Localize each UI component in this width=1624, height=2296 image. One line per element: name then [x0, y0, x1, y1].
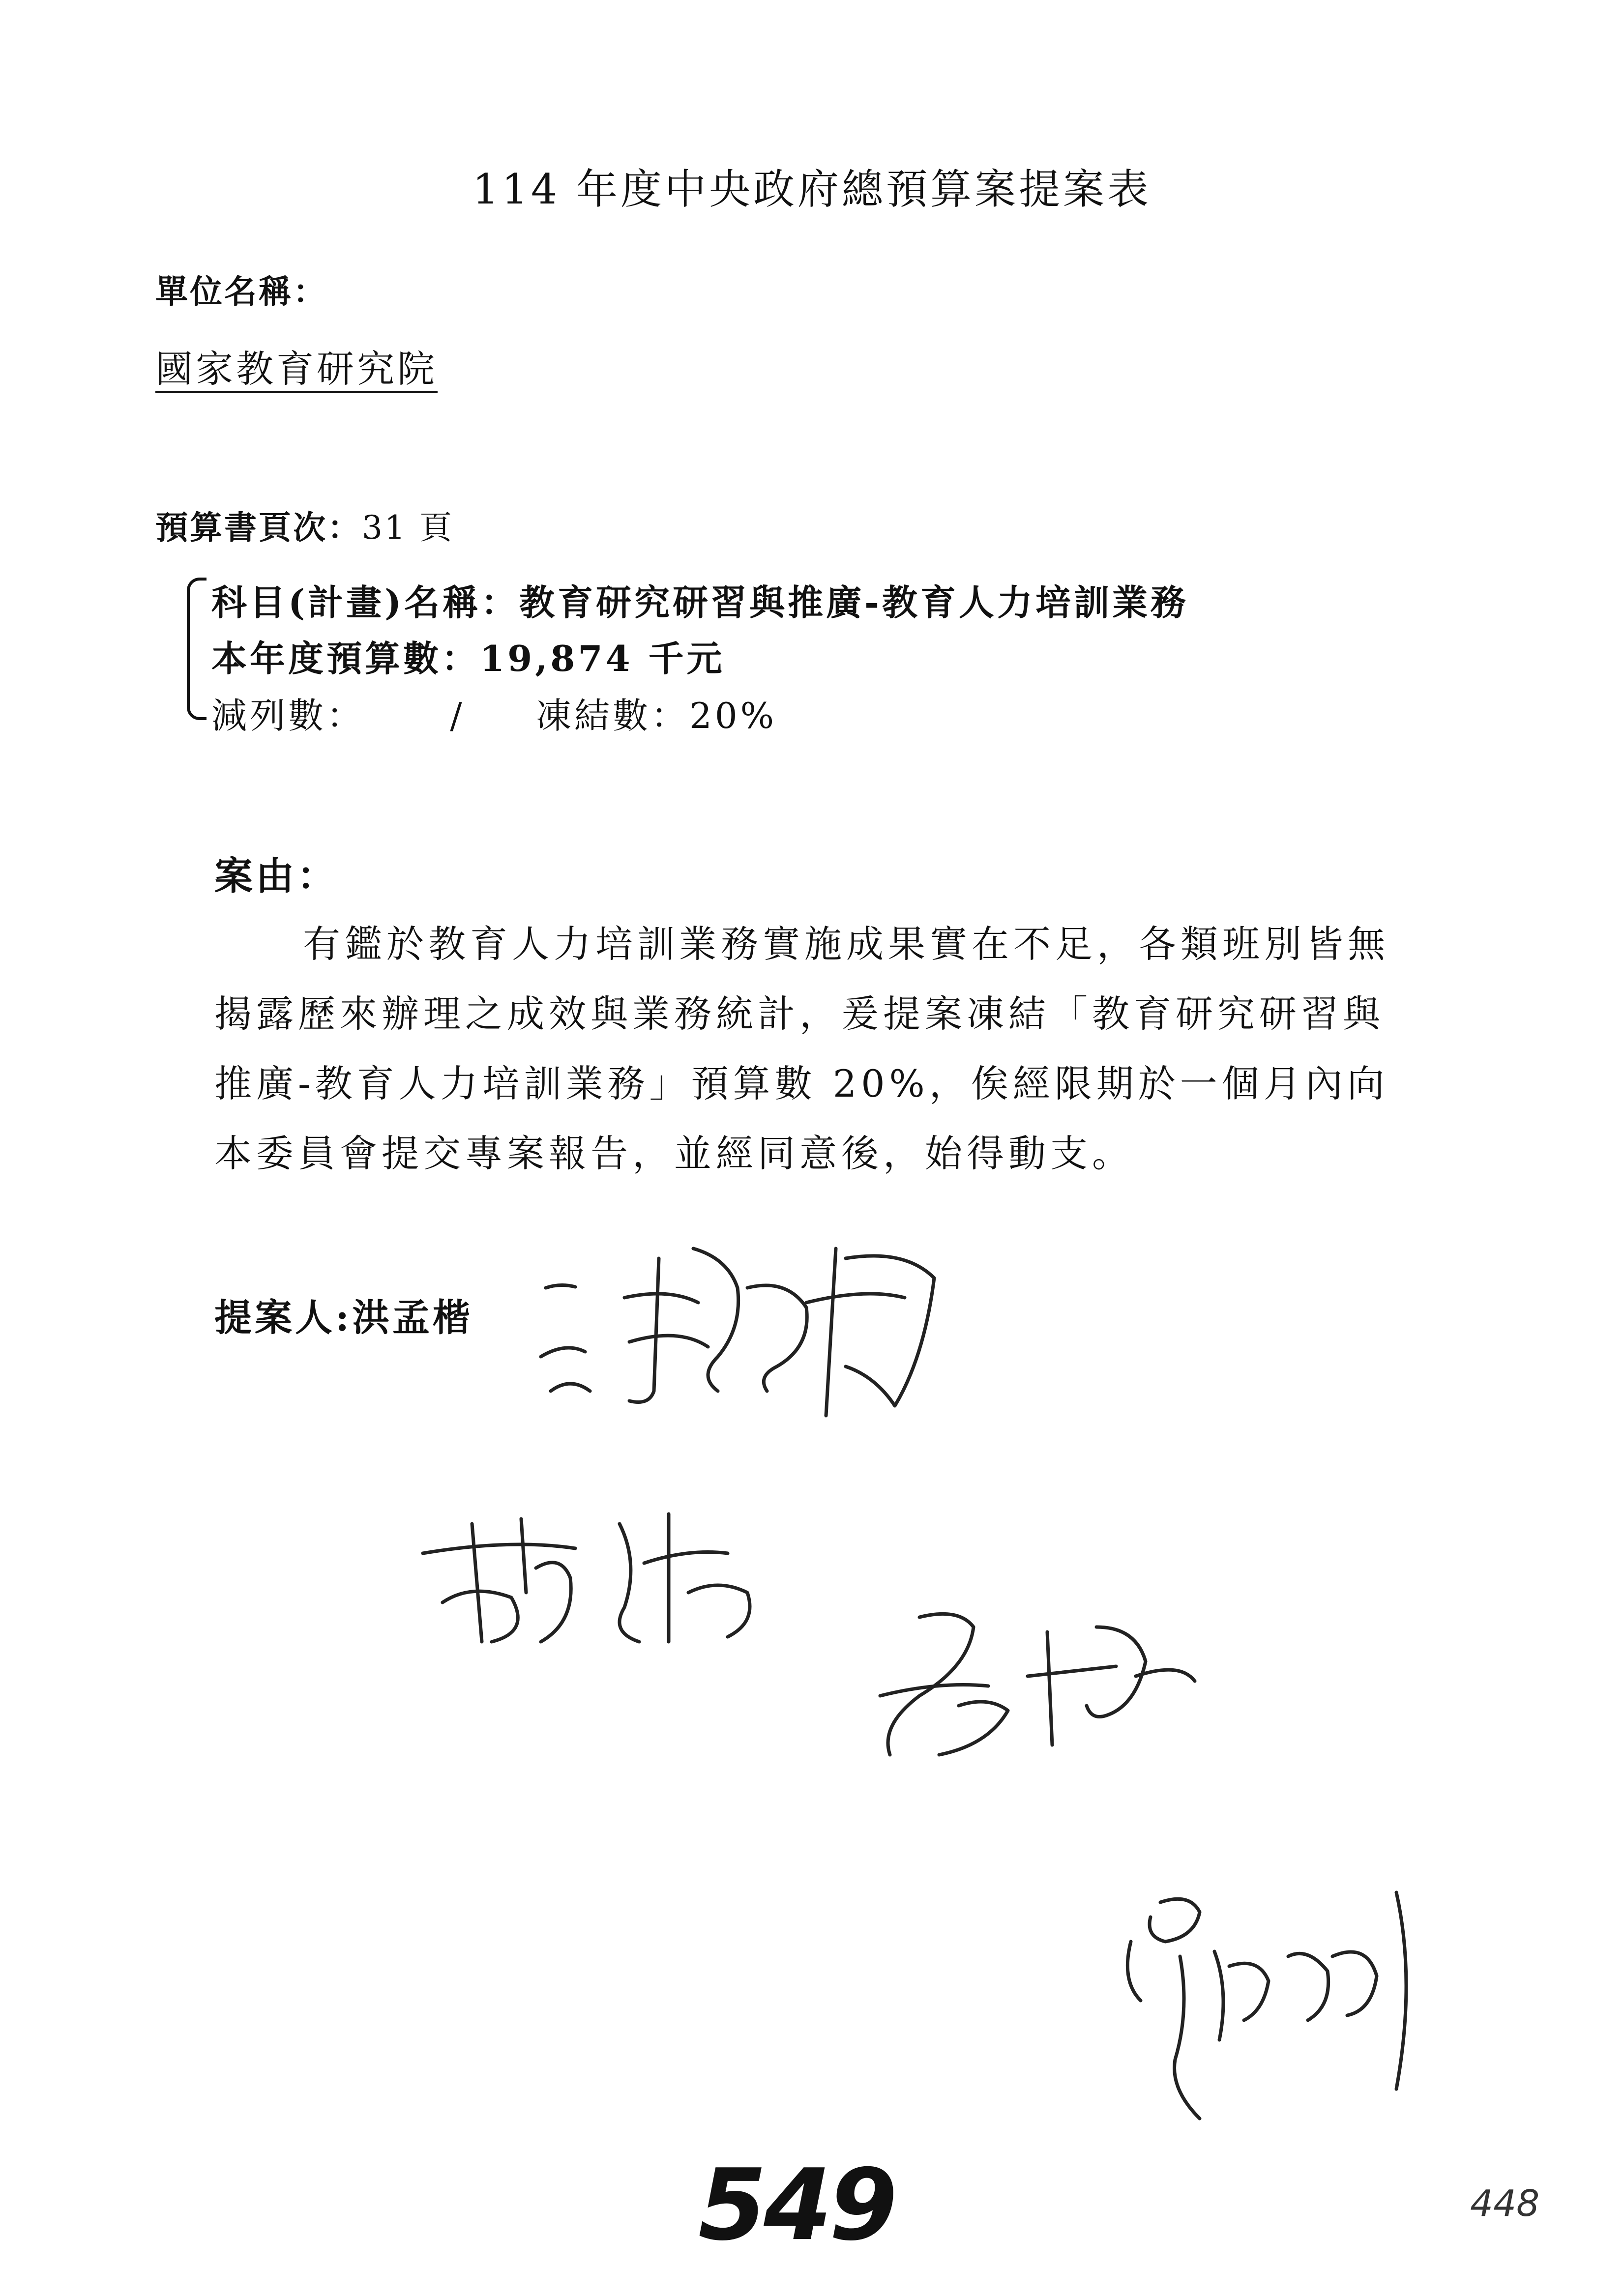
signature-4	[1101, 1883, 1436, 2138]
signature-3	[860, 1598, 1205, 1774]
signature-2	[413, 1494, 787, 1657]
reason-body: 有鑑於教育人力培訓業務實施成果實在不足，各類班別皆無揭露歷來辦理之成效與業務統計，爰提案凍結「教育研究研習與推廣-教育人力培訓業務」預算數 20%，俟經限期於一個月內向本委員會提交專案報告，並經同意後，始得動支。	[214, 922, 1389, 1175]
reduction-line: 減列數： / 凍結數：20%	[211, 695, 777, 736]
proposer	[214, 1288, 473, 1341]
document-title: 114 年度中央政府總預算案提案表	[472, 165, 1152, 213]
budget-page-value: 31 頁	[362, 509, 454, 547]
handwritten-page-number: 549	[698, 2148, 895, 2263]
subject-bracket	[187, 578, 207, 720]
unit-label: 單位名稱：	[155, 272, 327, 311]
subject-line: 科目(計畫)名稱：教育研究研習與推廣-教育人力培訓業務	[211, 581, 1189, 623]
proposer-name: 洪孟楷	[352, 1296, 473, 1339]
budget-page-label: 預算書頁次：	[155, 508, 362, 547]
unit-name: 國家教育研究院	[155, 347, 438, 391]
signature-1	[531, 1229, 974, 1435]
budget-page	[155, 501, 454, 548]
proposer-label: 提案人:	[214, 1296, 353, 1339]
handwritten-page-number-small: 448	[1470, 2182, 1540, 2225]
reason-title: 案由：	[214, 854, 339, 899]
budget-amount-line: 本年度預算數：19,874 千元	[211, 638, 725, 679]
